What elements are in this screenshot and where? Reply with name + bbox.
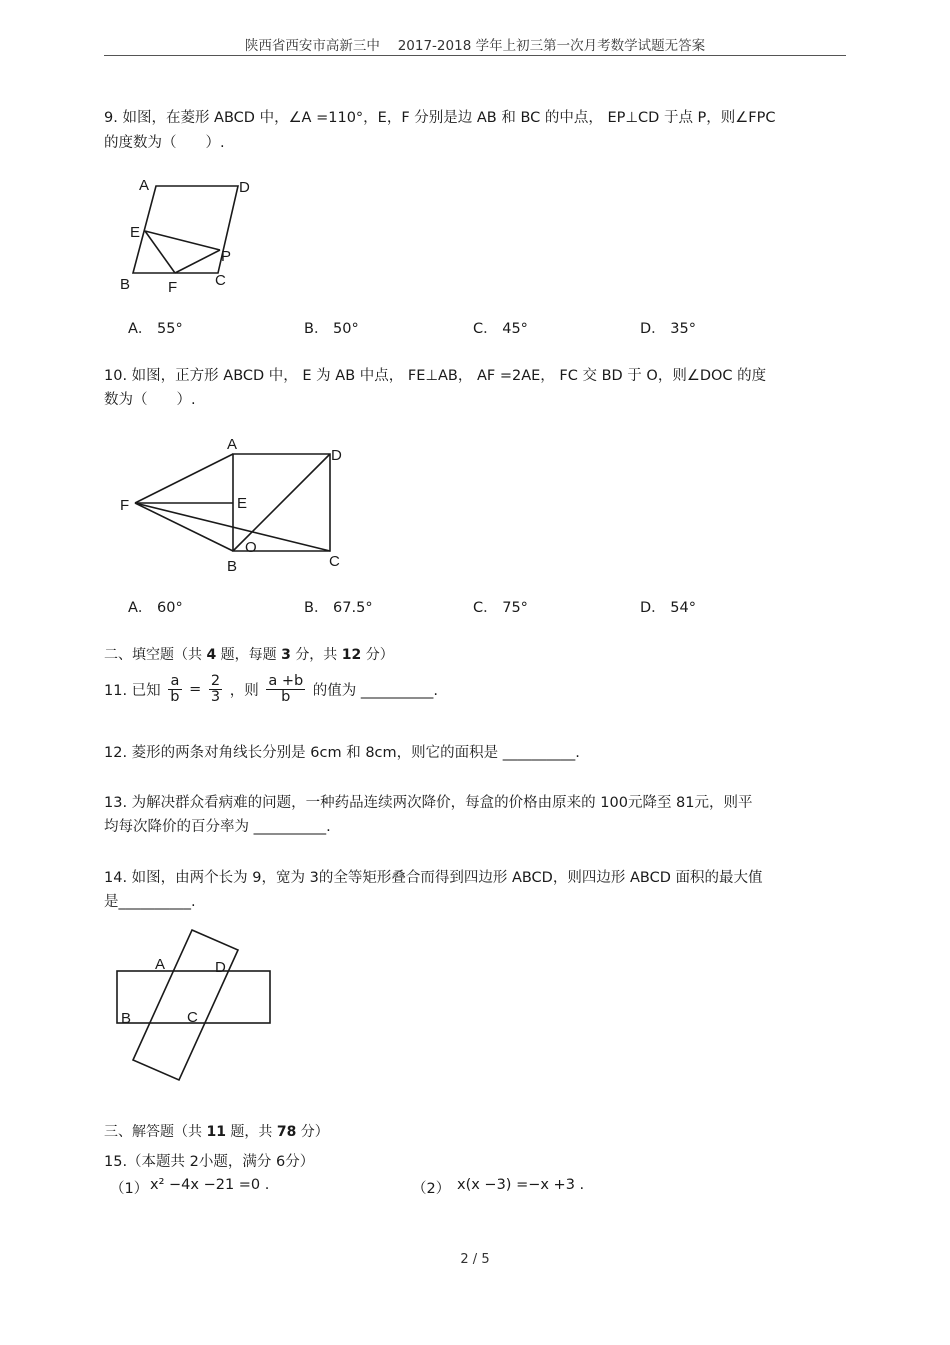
- q9-label-b: B: [120, 276, 131, 293]
- q9-option-d: D． 35°: [640, 321, 696, 337]
- q10-text-line1: 10. 如图，正方形 ABCD 中， E 为 AB 中点， FE⊥AB， AF =2AE， FC 交 BD 于 O，则∠DOC 的度: [104, 368, 767, 384]
- q11-fraction-2-3: $\frac{2}{3}$: [210, 673, 221, 705]
- q10-option-d: D． 54°: [640, 600, 696, 616]
- q10-label-c: C: [329, 553, 340, 570]
- q10-diagonal-bd: [233, 454, 330, 551]
- q12-text: 12. 菱形的两条对角线长分别是 6cm 和 8cm，则它的面积是 __________.: [104, 745, 580, 761]
- q14-label-a: A: [155, 956, 166, 973]
- q10-label-f: F: [120, 497, 130, 514]
- page-number: 2 / 5: [460, 1252, 490, 1267]
- q11-fraction-apb-b: $\frac{a +b}{b}$: [268, 673, 304, 705]
- q10-label-o: O: [245, 539, 257, 556]
- section2-heading: 二、填空题（共 4 题，每题 3 分，共 12 分）: [104, 647, 394, 663]
- q10-text-line2: 数为（ ）.: [104, 392, 196, 408]
- q9-text-line1: 9. 如图，在菱形 ABCD 中，∠A =110°，E，F 分别是边 AB 和 BC 的中点， EP⊥CD 于点 P，则∠FPC: [104, 110, 776, 126]
- q9-label-f: F: [168, 279, 178, 296]
- q15-part1-equation: x² −4x −21 =0 .: [150, 1177, 270, 1193]
- q9-label-c: C: [215, 272, 226, 289]
- q9-option-a: A． 55°: [128, 321, 183, 337]
- q9-option-b: B． 50°: [304, 321, 359, 337]
- q10-option-a: A． 60°: [128, 600, 183, 616]
- q11-text: 11. 已知 $\frac{a}{b}$ = $\frac{2}{3}$ ，则 $\frac{a +b}{b}$ 的值为 __________.: [104, 673, 439, 705]
- q10-label-d: D: [331, 447, 342, 464]
- q13-text-line1: 13. 为解决群众看病难的问题，一种药品连续两次降价，每盒的价格由原来的 100元降至 81元，则平: [104, 795, 753, 811]
- q10-label-a: A: [227, 436, 238, 453]
- q15-part2-equation: x(x −3) =−x +3 .: [457, 1177, 585, 1193]
- q14-rectangles-figure: [110, 925, 285, 1090]
- q9-label-e: E: [130, 224, 141, 241]
- q10-segment-fa: [135, 454, 233, 503]
- q10-label-e: E: [237, 495, 248, 512]
- q15-part2-label: （2）: [412, 1181, 451, 1197]
- q14-tilted-rectangle: [133, 930, 238, 1080]
- q15-part1-label: （1）: [110, 1181, 149, 1197]
- q10-label-b: B: [227, 558, 238, 575]
- section3-heading: 三、解答题（共 11 题，共 78 分）: [104, 1124, 329, 1140]
- q9-text-line2: 的度数为（ ）.: [104, 135, 225, 151]
- q14-label-d: D: [215, 959, 226, 976]
- q9-rhombus-figure: [110, 170, 270, 300]
- q14-label-b: B: [121, 1010, 132, 1027]
- q10-segment-fb: [135, 503, 233, 551]
- q13-text-line2: 均每次降价的百分率为 __________.: [104, 819, 331, 835]
- q9-segment-fp: [175, 250, 220, 273]
- q11-fraction-a-b: $\frac{a}{b}$: [170, 673, 180, 705]
- page-header: 陕西省西安市高新三中 2017-2018 学年上初三第一次月考数学试题无答案: [244, 38, 706, 54]
- q10-square-figure: [110, 430, 360, 580]
- q9-option-c: C． 45°: [473, 321, 528, 337]
- q14-label-c: C: [187, 1009, 198, 1026]
- q14-text-line2: 是__________.: [104, 894, 196, 910]
- q14-text-line1: 14. 如图，由两个长为 9，宽为 3的全等矩形叠合而得到四边形 ABCD，则四边形 ABCD 面积的最大值: [104, 870, 763, 886]
- q10-option-c: C． 75°: [473, 600, 528, 616]
- q15-title: 15.（本题共 2小题，满分 6分）: [104, 1154, 315, 1170]
- q9-label-d: D: [239, 179, 250, 196]
- q9-label-a: A: [139, 177, 150, 194]
- q10-option-b: B． 67.5°: [304, 600, 373, 616]
- q9-label-p: P: [221, 248, 232, 265]
- header-rule: [104, 55, 846, 56]
